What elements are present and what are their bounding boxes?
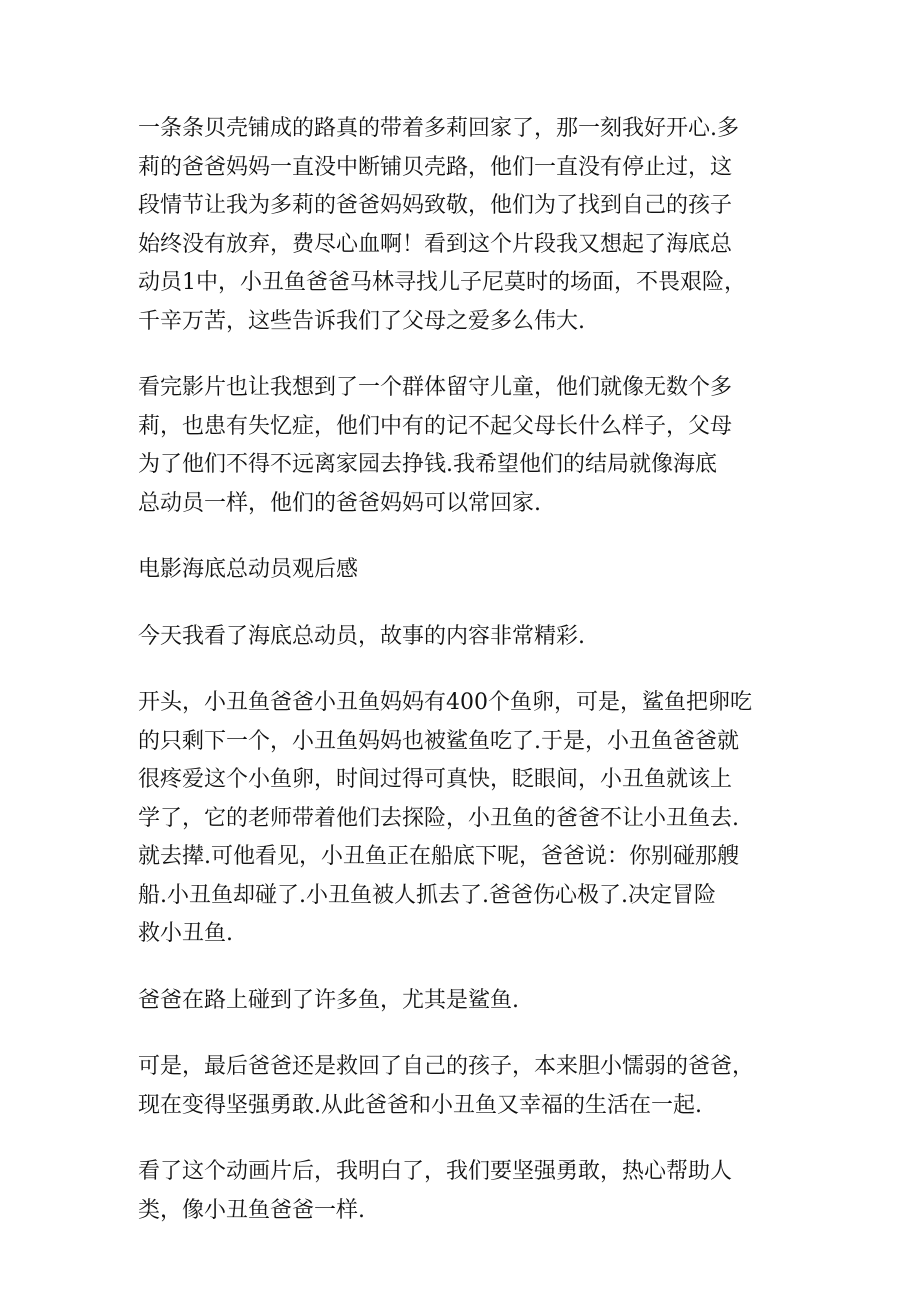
document-body [138, 110, 778, 1258]
text-line: 可是，最后爸爸还是救回了自己的孩子，本来胆小懦弱的爸爸， [138, 1054, 755, 1079]
paragraph-intro [138, 618, 778, 657]
text-line: 今天我看了海底总动员，故事的内容非常精彩. [138, 623, 585, 649]
paragraph-left-behind-children [138, 369, 778, 523]
text-line: 看了这个动画片后，我明白了，我们要坚强勇敢，热心帮助人 [138, 1159, 733, 1184]
heading-text: 电影海底总动员观后感 [138, 557, 359, 582]
text-line: 莉，也患有失忆症，他们中有的记不起父母长什么样子，父母 [138, 413, 733, 439]
text-line: 看完影片也让我想到了一个群体留守儿童，他们就像无数个多 [138, 375, 733, 400]
text-line: 救小丑鱼. [138, 921, 233, 946]
text-line: 很疼爱这个小鱼卵，时间过得可真快，眨眼间，小丑鱼就该上 [138, 767, 733, 792]
section-heading [138, 551, 778, 590]
paragraph-rescue [138, 1048, 778, 1125]
text-line: 动员1中，小丑鱼爸爸马林寻找儿子尼莫时的场面，不畏艰险， [138, 270, 746, 295]
text-line: 学了，它的老师带着他们去探险，小丑鱼的爸爸不让小丑鱼去. [138, 805, 739, 831]
text-line: 现在变得坚强勇敢.从此爸爸和小丑鱼又幸福的生活在一起. [138, 1092, 702, 1118]
text-line: 千辛万苦，这些告诉我们了父母之爱多么伟大. [138, 308, 585, 334]
paragraph-story-beginning [138, 684, 778, 954]
text-line: 船.小丑鱼却碰了.小丑鱼被人抓去了.爸爸伤心极了.决定冒险 [138, 882, 716, 908]
text-line: 段情节让我为多莉的爸爸妈妈致敬，他们为了找到自己的孩子 [138, 193, 733, 218]
text-line: 总动员一样，他们的爸爸妈妈可以常回家. [138, 490, 541, 516]
paragraph-conclusion [138, 1153, 778, 1230]
text-line: 为了他们不得不远离家园去挣钱.我希望他们的结局就像海底 [138, 452, 717, 477]
text-line: 类，像小丑鱼爸爸一样. [138, 1197, 365, 1223]
text-line: 爸爸在路上碰到了许多鱼，尤其是鲨鱼. [138, 987, 519, 1013]
paragraph-sharks [138, 982, 778, 1021]
text-line: 就去撵.可他看见，小丑鱼正在船底下呢，爸爸说：你别碰那艘 [138, 844, 739, 869]
text-line: 一条条贝壳铺成的路真的带着多莉回家了，那一刻我好开心.多 [138, 116, 739, 141]
text-line: 的只剩下一个，小丑鱼妈妈也被鲨鱼吃了.于是，小丑鱼爸爸就 [138, 728, 739, 754]
text-line: 莉的爸爸妈妈一直没中断铺贝壳路，他们一直没有停止过，这 [138, 154, 733, 180]
paragraph-dory-return [138, 110, 778, 341]
text-line: 始终没有放弃，费尽心血啊！看到这个片段我又想起了海底总 [138, 231, 733, 257]
text-line: 开头，小丑鱼爸爸小丑鱼妈妈有400个鱼卵，可是，鲨鱼把卵吃 [138, 690, 752, 715]
